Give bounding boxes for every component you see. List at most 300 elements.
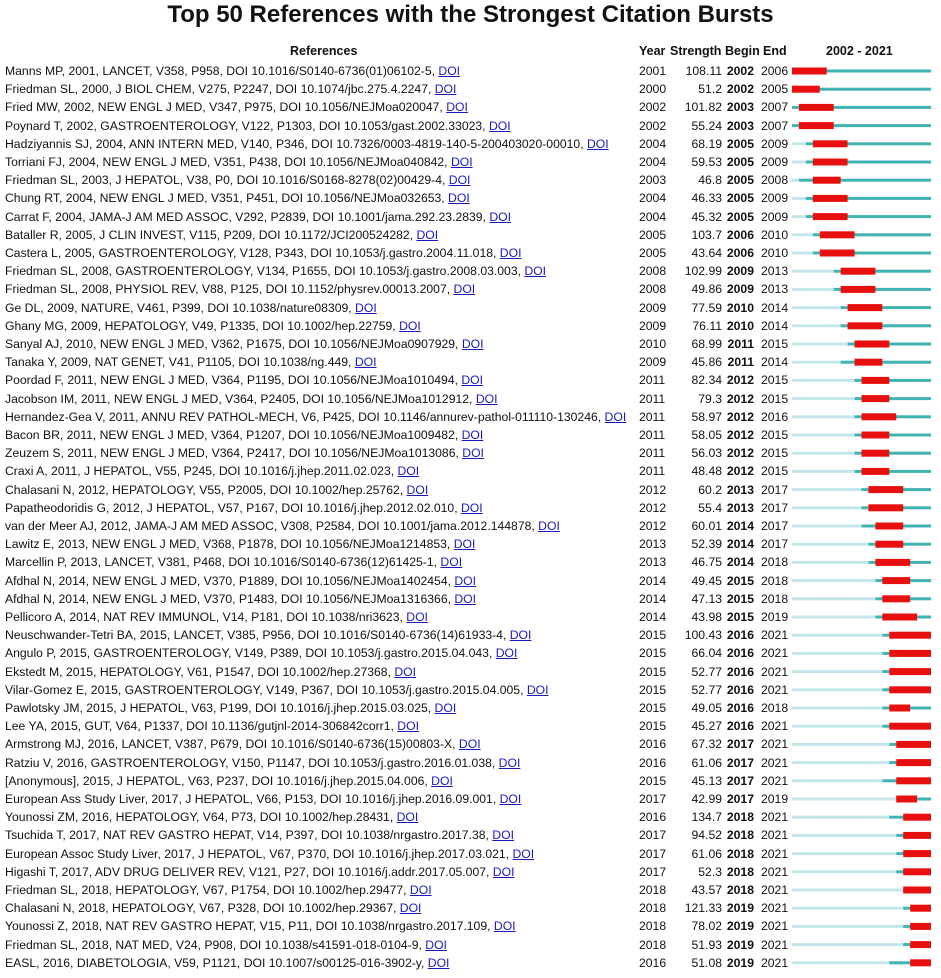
doi-link[interactable]: DOI bbox=[526, 682, 549, 697]
burst-segment bbox=[889, 650, 931, 657]
burst-segment bbox=[868, 504, 903, 511]
end-cell: 2021 bbox=[761, 810, 789, 825]
begin-cell: 2011 bbox=[727, 355, 754, 370]
year-cell: 2005 bbox=[639, 227, 667, 242]
inactive-segment bbox=[792, 252, 813, 255]
begin-cell: 2005 bbox=[726, 136, 754, 151]
inactive-segment bbox=[792, 470, 855, 473]
year-cell: 2005 bbox=[639, 246, 667, 260]
reference-cell bbox=[5, 917, 516, 935]
end-cell: 2015 bbox=[761, 373, 789, 388]
active-segment bbox=[848, 343, 931, 346]
burst-segment bbox=[841, 268, 876, 275]
active-segment bbox=[896, 798, 931, 801]
inactive-segment bbox=[792, 306, 841, 309]
end-cell: 2021 bbox=[761, 883, 789, 897]
burst-segment bbox=[889, 686, 931, 693]
begin-cell: 2014 bbox=[726, 537, 754, 552]
active-segment bbox=[875, 579, 931, 582]
end-cell: 2021 bbox=[761, 755, 789, 770]
inactive-segment bbox=[792, 488, 862, 491]
reference-text: Chalasani N, 2018, HEPATOLOGY, V67, P328, DOI 10.1002/hep.29367, bbox=[5, 901, 400, 916]
doi-link[interactable]: DOI bbox=[488, 118, 511, 133]
strength-cell: 68.99 bbox=[691, 337, 722, 351]
reference-cell bbox=[5, 754, 520, 772]
reference-cell bbox=[5, 98, 468, 116]
doi-link[interactable]: DOI bbox=[399, 318, 421, 333]
inactive-segment bbox=[792, 743, 889, 746]
reference-cell bbox=[5, 826, 514, 844]
year-cell: 2011 bbox=[639, 373, 666, 388]
active-segment bbox=[792, 88, 931, 91]
burst-segment bbox=[910, 923, 931, 930]
doi-link[interactable]: DOI bbox=[512, 846, 535, 861]
inactive-segment bbox=[792, 270, 834, 273]
active-segment bbox=[792, 70, 931, 73]
active-segment bbox=[868, 561, 931, 564]
inactive-segment bbox=[792, 233, 813, 236]
doi-link[interactable]: DOI bbox=[499, 246, 522, 260]
doi-link[interactable]: DOI bbox=[475, 391, 498, 406]
reference-text: Ratziu V, 2016, GASTROENTEROLOGY, V150, P1147, DOI 10.1053/j.gastro.2016.01.038, bbox=[5, 755, 499, 770]
reference-text: Higashi T, 2017, ADV DRUG DELIVER REV, V121, P27, DOI 10.1016/j.addr.2017.05.007, bbox=[5, 864, 493, 879]
reference-text: Hernandez-Gea V, 2011, ANNU REV PATHOL-MECH, V6, P425, DOI 10.1146/annurev-pathol-011110-130246, bbox=[5, 409, 605, 424]
end-cell: 2021 bbox=[761, 664, 789, 679]
begin-cell: 2016 bbox=[726, 719, 754, 734]
doi-link[interactable]: DOI bbox=[453, 537, 476, 552]
doi-link[interactable]: DOI bbox=[509, 628, 532, 643]
doi-link[interactable]: DOI bbox=[397, 464, 420, 479]
burst-segment bbox=[813, 159, 848, 166]
end-cell: 2015 bbox=[761, 391, 789, 406]
strength-cell: 101.82 bbox=[684, 100, 722, 115]
end-cell: 2010 bbox=[761, 246, 789, 260]
reference-cell bbox=[5, 353, 377, 371]
doi-link[interactable]: DOI bbox=[448, 191, 470, 206]
reference-text: Ekstedt M, 2015, HEPATOLOGY, V61, P1547, DOI 10.1002/hep.27368, bbox=[5, 664, 395, 679]
active-segment bbox=[903, 925, 931, 928]
doi-link[interactable]: DOI bbox=[498, 755, 521, 770]
year-cell: 2014 bbox=[639, 573, 667, 588]
doi-link[interactable]: DOI bbox=[427, 955, 450, 970]
end-cell: 2007 bbox=[761, 100, 789, 115]
year-cell: 2004 bbox=[639, 155, 667, 169]
active-segment bbox=[855, 379, 931, 382]
strength-cell: 52.39 bbox=[691, 537, 722, 552]
burst-segment bbox=[841, 286, 876, 293]
begin-cell: 2003 bbox=[726, 118, 754, 133]
begin-cell: 2016 bbox=[726, 701, 754, 715]
reference-cell bbox=[5, 535, 475, 553]
strength-cell: 45.32 bbox=[691, 209, 722, 224]
active-segment bbox=[889, 761, 931, 764]
end-cell: 2015 bbox=[761, 464, 789, 479]
end-cell: 2009 bbox=[761, 155, 789, 169]
year-cell: 2012 bbox=[639, 482, 667, 497]
begin-cell: 2009 bbox=[726, 264, 754, 279]
begin-cell: 2013 bbox=[726, 500, 754, 515]
inactive-segment bbox=[792, 434, 855, 437]
year-cell: 2004 bbox=[639, 136, 667, 151]
reference-text: Marcellin P, 2013, LANCET, V381, P468, DOI 10.1016/S0140-6736(12)61425-1, bbox=[5, 555, 441, 570]
strength-cell: 108.11 bbox=[685, 64, 722, 78]
doi-link[interactable]: DOI bbox=[493, 919, 516, 934]
end-cell: 2019 bbox=[761, 792, 789, 806]
year-cell: 2017 bbox=[639, 828, 667, 843]
burst-segment bbox=[862, 468, 890, 475]
strength-cell: 100.43 bbox=[684, 628, 722, 643]
reference-cell bbox=[5, 553, 462, 571]
end-cell: 2021 bbox=[761, 937, 789, 952]
doi-link[interactable]: DOI bbox=[416, 227, 439, 242]
burst-segment bbox=[896, 796, 917, 803]
begin-cell: 2002 bbox=[726, 82, 754, 97]
reference-cell bbox=[5, 262, 546, 280]
end-cell: 2021 bbox=[761, 719, 789, 734]
strength-cell: 51.08 bbox=[691, 955, 722, 970]
strength-cell: 67.32 bbox=[691, 737, 722, 752]
inactive-segment bbox=[792, 834, 896, 837]
reference-text: Lawitz E, 2013, NEW ENGL J MED, V368, P1878, DOI 10.1056/NEJMoa1214853, bbox=[5, 537, 454, 552]
year-cell: 2015 bbox=[639, 719, 667, 734]
end-cell: 2008 bbox=[761, 173, 789, 188]
begin-cell: 2018 bbox=[726, 828, 754, 843]
year-cell: 2018 bbox=[639, 919, 667, 934]
reference-text: Hadziyannis SJ, 2004, ANN INTERN MED, V140, P346, DOI 10.7326/0003-4819-140-5-200403020-00010, bbox=[5, 136, 587, 151]
burst-segment bbox=[875, 541, 903, 548]
reference-text: Friedman SL, 2000, J BIOL CHEM, V275, P2247, DOI 10.1074/jbc.275.4.2247, bbox=[5, 82, 435, 97]
year-cell: 2015 bbox=[639, 701, 667, 715]
inactive-segment bbox=[792, 215, 806, 218]
strength-cell: 94.52 bbox=[691, 828, 722, 843]
active-segment bbox=[882, 652, 931, 655]
doi-link[interactable]: DOI bbox=[524, 264, 547, 279]
begin-cell: 2013 bbox=[726, 482, 754, 497]
begin-cell: 2014 bbox=[726, 555, 754, 570]
end-cell: 2013 bbox=[761, 264, 789, 279]
strength-cell: 55.24 bbox=[691, 118, 722, 133]
active-segment bbox=[882, 725, 931, 728]
inactive-segment bbox=[792, 343, 848, 346]
burst-segment bbox=[820, 231, 855, 238]
doi-link[interactable]: DOI bbox=[586, 136, 609, 151]
inactive-segment bbox=[792, 506, 862, 509]
burst-segment bbox=[889, 632, 931, 639]
begin-cell: 2012 bbox=[726, 409, 754, 424]
strength-cell: 47.13 bbox=[691, 591, 722, 606]
begin-cell: 2003 bbox=[726, 100, 754, 115]
reference-text: Younossi Z, 2018, NAT REV GASTRO HEPAT, V15, P11, DOI 10.1038/nrgastro.2017.109, bbox=[5, 919, 494, 934]
end-cell: 2014 bbox=[761, 355, 789, 370]
doi-link[interactable]: DOI bbox=[453, 282, 476, 297]
begin-cell: 2019 bbox=[726, 955, 754, 970]
active-segment bbox=[855, 415, 931, 418]
burst-segment bbox=[896, 759, 931, 766]
reference-cell bbox=[5, 681, 549, 699]
strength-cell: 58.05 bbox=[691, 428, 722, 442]
doi-link[interactable]: DOI bbox=[431, 773, 453, 788]
doi-link[interactable]: DOI bbox=[397, 719, 419, 734]
reference-cell bbox=[5, 717, 419, 735]
doi-link[interactable]: DOI bbox=[354, 355, 377, 370]
doi-link[interactable]: DOI bbox=[399, 901, 422, 916]
reference-cell bbox=[5, 936, 447, 954]
header-year: Year bbox=[639, 44, 666, 58]
inactive-segment bbox=[792, 616, 875, 619]
doi-link[interactable]: DOI bbox=[450, 155, 473, 169]
burst-segment bbox=[813, 195, 848, 202]
year-cell: 2012 bbox=[639, 519, 667, 533]
strength-cell: 66.04 bbox=[691, 646, 722, 661]
doi-link[interactable]: DOI bbox=[489, 209, 512, 224]
doi-link[interactable]: DOI bbox=[495, 646, 518, 661]
inactive-segment bbox=[792, 561, 868, 564]
inactive-segment bbox=[792, 779, 882, 782]
strength-cell: 52.77 bbox=[691, 682, 722, 697]
inactive-segment bbox=[792, 943, 903, 946]
begin-cell: 2017 bbox=[726, 773, 754, 788]
doi-link[interactable]: DOI bbox=[434, 701, 457, 715]
strength-cell: 60.01 bbox=[691, 519, 722, 533]
begin-cell: 2010 bbox=[726, 318, 754, 333]
burst-segment bbox=[889, 723, 931, 730]
active-segment bbox=[806, 142, 931, 145]
doi-link[interactable]: DOI bbox=[492, 864, 515, 879]
year-cell: 2010 bbox=[639, 337, 667, 351]
burst-segment bbox=[882, 577, 910, 584]
reference-cell bbox=[5, 280, 475, 298]
doi-link[interactable]: DOI bbox=[604, 409, 627, 424]
begin-cell: 2018 bbox=[726, 810, 754, 825]
strength-cell: 49.45 bbox=[691, 573, 722, 588]
reference-text: Pellicoro A, 2014, NAT REV IMMUNOL, V14, P181, DOI 10.1038/nri3623, bbox=[5, 610, 407, 624]
active-segment bbox=[889, 816, 931, 819]
year-cell: 2004 bbox=[639, 209, 667, 224]
reference-cell bbox=[5, 699, 456, 717]
inactive-segment bbox=[792, 725, 882, 728]
reference-text: Bataller R, 2005, J CLIN INVEST, V115, P209, DOI 10.1172/JCI200524282, bbox=[5, 227, 417, 242]
doi-link[interactable]: DOI bbox=[406, 610, 428, 624]
doi-link[interactable]: DOI bbox=[538, 519, 560, 533]
year-cell: 2008 bbox=[639, 264, 667, 279]
burst-segment bbox=[882, 614, 917, 621]
active-segment bbox=[903, 889, 931, 892]
reference-cell bbox=[5, 644, 517, 662]
burst-segment bbox=[862, 377, 890, 384]
reference-text: Friedman SL, 2018, NAT MED, V24, P908, DOI 10.1038/s41591-018-0104-9, bbox=[5, 937, 426, 952]
begin-cell: 2016 bbox=[726, 646, 754, 661]
doi-link[interactable]: DOI bbox=[409, 883, 432, 897]
end-cell: 2018 bbox=[761, 591, 789, 606]
reference-cell bbox=[5, 244, 521, 262]
begin-cell: 2005 bbox=[726, 173, 754, 188]
doi-link[interactable]: DOI bbox=[438, 64, 461, 78]
burst-segment bbox=[896, 741, 931, 748]
reference-text: Afdhal N, 2014, NEW ENGL J MED, V370, P1483, DOI 10.1056/NEJMoa1316366, bbox=[5, 591, 455, 606]
burst-segment bbox=[848, 322, 883, 329]
inactive-segment bbox=[792, 652, 882, 655]
reference-cell bbox=[5, 517, 560, 535]
reference-cell bbox=[5, 408, 626, 426]
active-segment bbox=[862, 525, 932, 528]
doi-link[interactable]: DOI bbox=[396, 810, 419, 825]
year-cell: 2015 bbox=[639, 773, 667, 788]
begin-cell: 2005 bbox=[726, 209, 754, 224]
end-cell: 2015 bbox=[761, 428, 789, 442]
begin-cell: 2012 bbox=[726, 391, 754, 406]
doi-link[interactable]: DOI bbox=[446, 100, 468, 115]
doi-link[interactable]: DOI bbox=[499, 792, 522, 806]
end-cell: 2017 bbox=[761, 537, 789, 552]
strength-cell: 49.86 bbox=[691, 282, 722, 297]
doi-link[interactable]: DOI bbox=[460, 500, 483, 515]
strength-cell: 82.34 bbox=[691, 373, 722, 388]
active-segment bbox=[875, 616, 931, 619]
end-cell: 2021 bbox=[761, 773, 789, 788]
year-cell: 2008 bbox=[639, 282, 667, 297]
reference-cell bbox=[5, 80, 456, 98]
reference-text: Manns MP, 2001, LANCET, V358, P958, DOI 10.1016/S0140-6736(01)06102-5, bbox=[5, 64, 439, 78]
reference-text: Neuschwander-Tetri BA, 2015, LANCET, V385, P956, DOI 10.1016/S0140-6736(14)61933-4, bbox=[5, 628, 510, 643]
doi-link[interactable]: DOI bbox=[434, 82, 457, 97]
inactive-segment bbox=[792, 361, 841, 364]
reference-text: Friedman SL, 2008, PHYSIOL REV, V88, P125, DOI 10.1152/physrev.00013.2007, bbox=[5, 282, 454, 297]
reference-cell bbox=[5, 590, 476, 608]
begin-cell: 2017 bbox=[726, 755, 754, 770]
doi-link[interactable]: DOI bbox=[461, 373, 484, 388]
active-segment bbox=[896, 834, 931, 837]
end-cell: 2019 bbox=[761, 610, 789, 624]
burst-segment bbox=[862, 395, 890, 402]
doi-link[interactable]: DOI bbox=[461, 428, 484, 442]
burst-segment bbox=[813, 140, 848, 147]
reference-cell bbox=[5, 481, 428, 499]
active-segment bbox=[813, 252, 931, 255]
reference-cell bbox=[5, 226, 438, 244]
reference-text: Craxi A, 2011, J HEPATOL, V55, P245, DOI 10.1016/j.jhep.2011.02.023, bbox=[5, 464, 398, 479]
year-cell: 2015 bbox=[639, 682, 667, 697]
reference-text: Papatheodoridis G, 2012, J HEPATOL, V57, P167, DOI 10.1016/j.jhep.2012.02.010, bbox=[5, 500, 461, 515]
active-segment bbox=[855, 452, 931, 455]
year-cell: 2001 bbox=[639, 64, 667, 78]
reference-cell bbox=[5, 444, 484, 462]
end-cell: 2009 bbox=[761, 136, 789, 151]
begin-cell: 2012 bbox=[726, 428, 754, 442]
reference-cell bbox=[5, 153, 473, 171]
strength-cell: 46.33 bbox=[691, 191, 722, 206]
doi-link[interactable]: DOI bbox=[462, 446, 484, 461]
active-segment bbox=[799, 179, 931, 182]
burst-segment bbox=[910, 959, 931, 966]
doi-link[interactable]: DOI bbox=[406, 482, 429, 497]
end-cell: 2018 bbox=[761, 701, 789, 715]
end-cell: 2021 bbox=[761, 919, 789, 934]
inactive-segment bbox=[792, 925, 903, 928]
active-segment bbox=[882, 779, 931, 782]
inactive-segment bbox=[792, 579, 875, 582]
end-cell: 2007 bbox=[761, 118, 789, 133]
burst-segment bbox=[792, 68, 827, 75]
begin-cell: 2005 bbox=[726, 191, 754, 206]
end-cell: 2017 bbox=[761, 482, 789, 497]
inactive-segment bbox=[792, 707, 882, 710]
doi-link[interactable]: DOI bbox=[492, 828, 514, 843]
inactive-segment bbox=[792, 142, 806, 145]
begin-cell: 2016 bbox=[726, 628, 754, 643]
inactive-segment bbox=[792, 961, 889, 964]
end-cell: 2016 bbox=[761, 409, 789, 424]
begin-cell: 2017 bbox=[726, 792, 754, 806]
end-cell: 2017 bbox=[761, 500, 789, 515]
year-cell: 2016 bbox=[639, 810, 667, 825]
end-cell: 2021 bbox=[761, 646, 789, 661]
doi-link[interactable]: DOI bbox=[440, 555, 463, 570]
strength-cell: 42.99 bbox=[691, 792, 722, 806]
end-cell: 2021 bbox=[761, 864, 789, 879]
doi-link[interactable]: DOI bbox=[458, 737, 481, 752]
reference-cell bbox=[5, 899, 421, 917]
year-cell: 2000 bbox=[639, 82, 667, 97]
active-segment bbox=[834, 270, 931, 273]
strength-cell: 79.3 bbox=[698, 391, 722, 406]
active-segment bbox=[882, 670, 931, 673]
active-segment bbox=[841, 361, 931, 364]
active-segment bbox=[882, 707, 931, 710]
doi-link[interactable]: DOI bbox=[461, 337, 484, 351]
reference-text: Tsuchida T, 2017, NAT REV GASTRO HEPAT, V14, P397, DOI 10.1038/nrgastro.2017.38, bbox=[5, 828, 493, 843]
header-begin: Begin bbox=[725, 44, 760, 58]
begin-cell: 2016 bbox=[726, 682, 754, 697]
doi-link[interactable]: DOI bbox=[454, 591, 477, 606]
reference-cell bbox=[5, 735, 481, 753]
active-segment bbox=[792, 106, 931, 109]
year-cell: 2009 bbox=[639, 318, 667, 333]
doi-link[interactable]: DOI bbox=[355, 300, 377, 315]
year-cell: 2014 bbox=[639, 591, 667, 606]
begin-cell: 2018 bbox=[726, 846, 754, 861]
burst-segment bbox=[875, 559, 910, 566]
inactive-segment bbox=[792, 197, 806, 200]
active-segment bbox=[896, 852, 931, 855]
doi-link[interactable]: DOI bbox=[454, 573, 477, 588]
header-time-range: 2002 - 2021 bbox=[826, 44, 893, 58]
active-segment bbox=[813, 233, 931, 236]
reference-text: Lee YA, 2015, GUT, V64, P1337, DOI 10.1136/gutjnl-2014-306842corr1, bbox=[5, 719, 398, 734]
inactive-segment bbox=[792, 761, 889, 764]
active-segment bbox=[855, 470, 931, 473]
strength-cell: 60.2 bbox=[698, 482, 722, 497]
reference-text: Carrat F, 2004, JAMA-J AM MED ASSOC, V292, P2839, DOI 10.1001/jama.292.23.2839, bbox=[5, 209, 490, 224]
doi-link[interactable]: DOI bbox=[394, 664, 417, 679]
doi-link[interactable]: DOI bbox=[448, 173, 471, 188]
active-segment bbox=[882, 688, 931, 691]
inactive-segment bbox=[792, 870, 896, 873]
begin-cell: 2012 bbox=[726, 446, 754, 461]
reference-text: European Ass Study Liver, 2017, J HEPATOL, V66, P153, DOI 10.1016/j.jhep.2016.09.001, bbox=[5, 792, 500, 806]
strength-cell: 52.3 bbox=[698, 864, 722, 879]
doi-link[interactable]: DOI bbox=[425, 937, 447, 952]
reference-text: Sanyal AJ, 2010, NEW ENGL J MED, V362, P1675, DOI 10.1056/NEJMoa0907929, bbox=[5, 337, 462, 351]
header-strength: Strength bbox=[670, 44, 722, 58]
inactive-segment bbox=[792, 452, 855, 455]
reference-cell bbox=[5, 863, 514, 881]
begin-cell: 2019 bbox=[726, 937, 754, 952]
end-cell: 2021 bbox=[761, 628, 789, 643]
inactive-segment bbox=[792, 415, 855, 418]
burst-segment bbox=[910, 941, 931, 948]
active-segment bbox=[841, 306, 931, 309]
burst-segment bbox=[875, 523, 903, 530]
